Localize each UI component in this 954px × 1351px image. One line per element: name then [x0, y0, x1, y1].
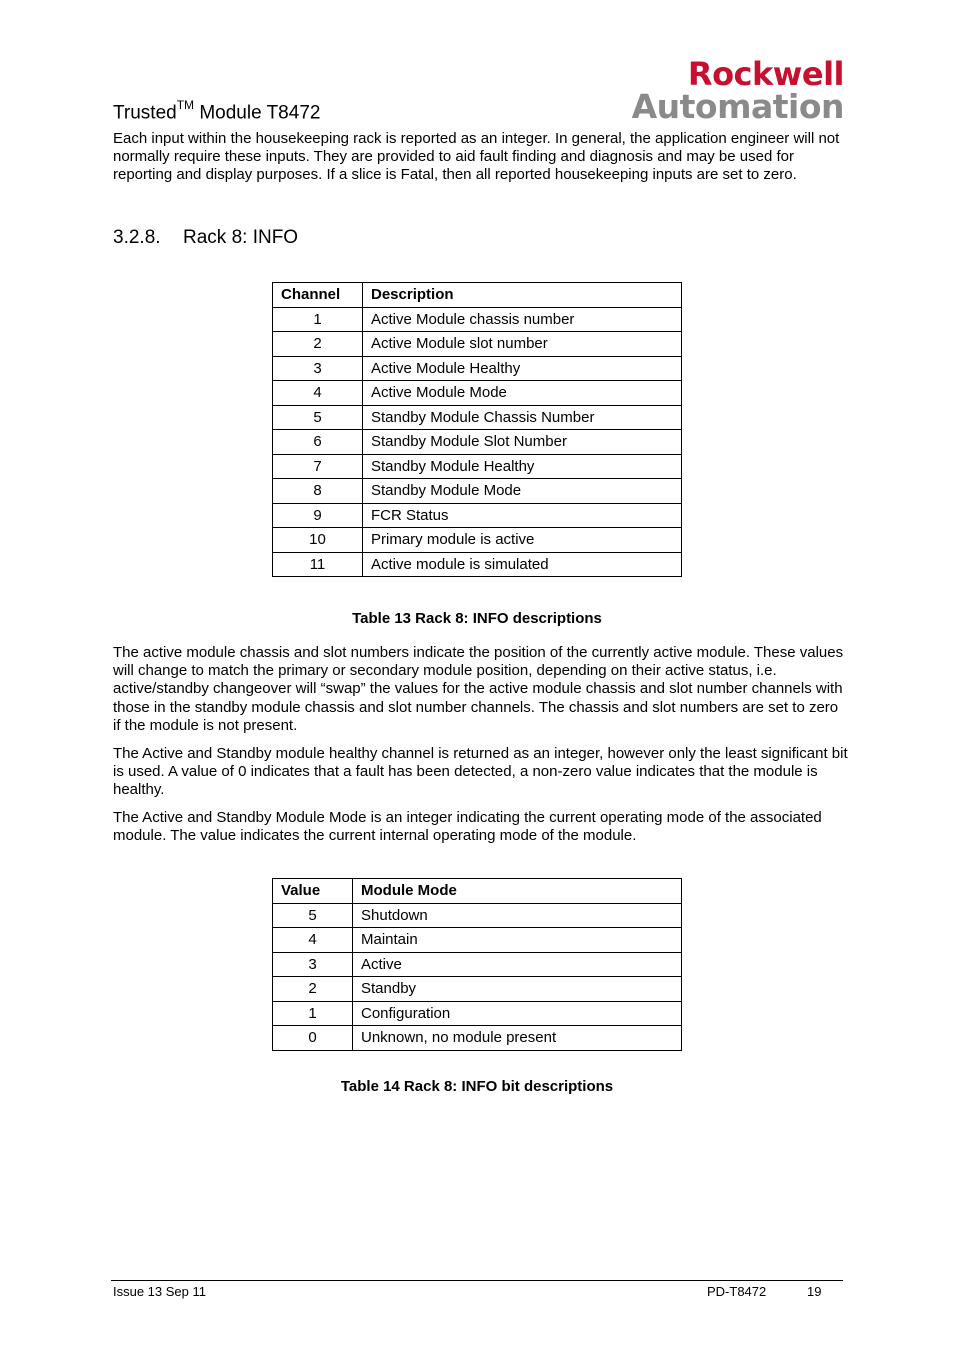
table-row	[273, 503, 682, 528]
channel-cell: 11	[273, 552, 363, 577]
intro-paragraph: Each input within the housekeeping rack is reported as an integer. In general, the application engineer will not normally require these inputs. They are provided to aid fault finding and diagnosis and may be used for reporting and display purposes. If a slice is Fatal, then all reported housekeeping inputs are set to zero.	[113, 130, 840, 184]
description-cell: Primary module is active	[363, 528, 682, 553]
description-cell: Active Module Healthy	[363, 356, 682, 381]
column-header-value: Value	[273, 879, 353, 904]
channel-cell: 5	[273, 405, 363, 430]
channel-cell: 10	[273, 528, 363, 553]
logo-line-1: Rockwell	[687, 55, 844, 93]
channel-cell: 7	[273, 454, 363, 479]
channel-description-table	[272, 282, 682, 577]
module-mode-cell: Configuration	[353, 1001, 682, 1026]
column-header-channel: Channel	[273, 283, 363, 308]
table-row	[273, 479, 682, 504]
table-row	[273, 356, 682, 381]
column-header-description: Description	[363, 283, 682, 308]
table-row	[273, 307, 682, 332]
logo-line-2: Automation	[631, 87, 844, 126]
trademark-mark: TM	[176, 98, 195, 112]
table-header-row	[273, 879, 682, 904]
table-row	[273, 430, 682, 455]
section-heading	[113, 227, 298, 249]
table-row	[273, 928, 682, 953]
channel-cell: 8	[273, 479, 363, 504]
description-cell: Standby Module Chassis Number	[363, 405, 682, 430]
paragraph-healthy: The Active and Standby module healthy channel is returned as an integer, however only the least significant bit is used. A value of 0 indicates that a fault has been detected, a non-zero value indicates that the module is healthy.	[113, 745, 848, 799]
title-prefix: Trusted	[113, 102, 177, 124]
channel-cell: 9	[273, 503, 363, 528]
footer-divider	[111, 1280, 843, 1281]
module-mode-cell: Shutdown	[353, 903, 682, 928]
description-cell: Standby Module Slot Number	[363, 430, 682, 455]
section-title: Rack 8: INFO	[183, 227, 299, 248]
description-cell: Active module is simulated	[363, 552, 682, 577]
channel-cell: 1	[273, 307, 363, 332]
module-mode-cell: Maintain	[353, 928, 682, 953]
table-row	[273, 552, 682, 577]
title-suffix: Module T8472	[194, 102, 321, 124]
value-cell: 0	[273, 1026, 353, 1051]
module-mode-cell: Standby	[353, 977, 682, 1002]
value-cell: 1	[273, 1001, 353, 1026]
table-row	[273, 528, 682, 553]
table-row	[273, 1001, 682, 1026]
value-cell: 3	[273, 952, 353, 977]
module-mode-cell: Unknown, no module present	[353, 1026, 682, 1051]
table-row	[273, 903, 682, 928]
document-title	[113, 100, 320, 124]
value-cell: 4	[273, 928, 353, 953]
value-cell: 2	[273, 977, 353, 1002]
table-row	[273, 454, 682, 479]
table-row	[273, 381, 682, 406]
table-row	[273, 977, 682, 1002]
description-cell: Standby Module Mode	[363, 479, 682, 504]
paragraph-chassis-slot: The active module chassis and slot numbers indicate the position of the currently active module. These values will change to match the primary or secondary module position, depending on their active status, i.e. active/standby changeover will “swap” the values for the active module chassis and slot number channels with those in the standby module chassis and slot number channels. The chassis and slot numbers are set to zero if the module is not present.	[113, 644, 844, 734]
description-cell: Standby Module Healthy	[363, 454, 682, 479]
value-cell: 5	[273, 903, 353, 928]
description-cell: FCR Status	[363, 503, 682, 528]
table-row	[273, 405, 682, 430]
footer-doc-id: PD-T8472	[707, 1284, 767, 1299]
channel-cell: 3	[273, 356, 363, 381]
description-cell: Active Module Mode	[363, 381, 682, 406]
module-mode-table	[272, 878, 682, 1051]
table-row	[273, 332, 682, 357]
description-cell: Active Module slot number	[363, 332, 682, 357]
channel-cell: 2	[273, 332, 363, 357]
paragraph-module-mode: The Active and Standby Module Mode is an integer indicating the current operating mode of the associated module. The value indicates the current internal operating mode of the module.	[113, 809, 822, 845]
rockwell-automation-logo	[588, 55, 844, 126]
channel-cell: 6	[273, 430, 363, 455]
table-header-row	[273, 283, 682, 308]
footer-page-number: 19	[807, 1284, 822, 1299]
table-row	[273, 952, 682, 977]
table-row	[273, 1026, 682, 1051]
section-number: 3.2.8.	[113, 227, 161, 248]
footer-issue: Issue 13 Sep 11	[113, 1284, 206, 1299]
table-14-caption: Table 14 Rack 8: INFO bit descriptions	[340, 1078, 614, 1095]
channel-cell: 4	[273, 381, 363, 406]
description-cell: Active Module chassis number	[363, 307, 682, 332]
module-mode-cell: Active	[353, 952, 682, 977]
table-13-caption: Table 13 Rack 8: INFO descriptions	[352, 610, 602, 627]
column-header-module-mode: Module Mode	[353, 879, 682, 904]
